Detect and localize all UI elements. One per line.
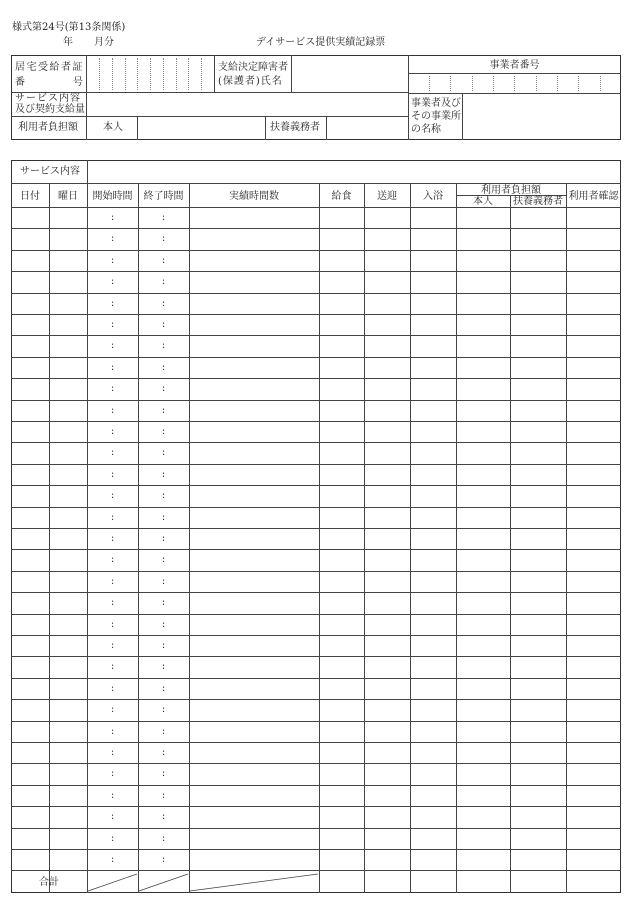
end-time-separator[interactable]: : bbox=[161, 704, 166, 716]
year-label: 年 bbox=[63, 37, 73, 48]
col-burden-guardian: 扶養義務者 bbox=[513, 196, 563, 207]
end-time-separator[interactable]: : bbox=[161, 468, 166, 480]
start-time-separator[interactable]: : bbox=[110, 704, 115, 716]
start-time-separator[interactable]: : bbox=[110, 575, 115, 587]
end-time-separator[interactable]: : bbox=[161, 811, 166, 823]
provider-name-label-3: の名称 bbox=[411, 124, 441, 135]
col-start: 開始時間 bbox=[92, 191, 133, 202]
end-time-separator[interactable]: : bbox=[161, 233, 166, 245]
end-time-separator[interactable]: : bbox=[161, 725, 166, 737]
cert-number-label-go: 号 bbox=[73, 77, 83, 88]
start-time-separator[interactable]: : bbox=[110, 832, 115, 844]
start-time-separator[interactable]: : bbox=[110, 276, 115, 288]
end-time-separator[interactable]: : bbox=[161, 554, 166, 566]
end-time-separator[interactable]: : bbox=[161, 340, 166, 352]
end-time-separator[interactable]: : bbox=[161, 854, 166, 865]
provider-name-label-2: その事業所 bbox=[411, 111, 461, 122]
col-weekday: 曜日 bbox=[58, 191, 78, 202]
end-time-separator[interactable]: : bbox=[161, 276, 166, 288]
col-date: 日付 bbox=[20, 191, 40, 202]
start-time-separator[interactable]: : bbox=[110, 404, 115, 416]
start-time-separator[interactable]: : bbox=[110, 361, 115, 373]
provider-name-label-1: 事業者及び bbox=[411, 98, 461, 109]
start-time-separator[interactable]: : bbox=[110, 468, 115, 480]
end-time-separator[interactable]: : bbox=[161, 426, 166, 437]
start-time-separator[interactable]: : bbox=[110, 789, 115, 801]
form-title: デイサービス提供実績記録票 bbox=[256, 37, 386, 48]
burden-label: 利用者負担額 bbox=[18, 122, 78, 133]
recipient-label-2: (保護者)氏名 bbox=[218, 76, 283, 87]
col-burden-self: 本人 bbox=[473, 196, 493, 207]
end-time-separator[interactable]: : bbox=[161, 447, 166, 459]
start-time-separator[interactable]: : bbox=[110, 233, 115, 245]
start-time-separator[interactable]: : bbox=[110, 297, 115, 309]
end-time-separator[interactable]: : bbox=[161, 768, 166, 780]
start-time-separator[interactable]: : bbox=[110, 447, 115, 459]
start-time-separator[interactable]: : bbox=[110, 661, 115, 673]
month-label: 月分 bbox=[94, 37, 114, 48]
end-time-separator[interactable]: : bbox=[161, 319, 166, 330]
col-burden: 利用者負担額 bbox=[481, 185, 541, 196]
start-time-separator[interactable]: : bbox=[110, 533, 115, 544]
start-time-separator[interactable]: : bbox=[110, 383, 115, 395]
service-content-row-label: サービス内容 bbox=[20, 166, 80, 177]
end-time-separator[interactable]: : bbox=[161, 212, 166, 223]
start-time-separator[interactable]: : bbox=[110, 597, 115, 609]
start-time-separator[interactable]: : bbox=[110, 340, 115, 352]
end-time-separator[interactable]: : bbox=[161, 640, 166, 651]
cert-number-label-ban: 番 bbox=[15, 77, 25, 88]
col-meal: 給食 bbox=[331, 191, 352, 202]
service-content-label: サービス内容 bbox=[15, 93, 81, 104]
cert-number-label: 居宅受給者証 bbox=[15, 62, 84, 73]
start-time-separator[interactable]: : bbox=[110, 490, 115, 502]
end-time-separator[interactable]: : bbox=[161, 747, 166, 758]
end-time-separator[interactable]: : bbox=[161, 533, 166, 544]
start-time-separator[interactable]: : bbox=[110, 811, 115, 823]
start-time-separator[interactable]: : bbox=[110, 212, 115, 223]
start-time-separator[interactable]: : bbox=[110, 254, 115, 266]
end-time-separator[interactable]: : bbox=[161, 661, 166, 673]
end-time-separator[interactable]: : bbox=[161, 575, 166, 587]
start-time-separator[interactable]: : bbox=[110, 554, 115, 566]
recipient-label: 支給決定障害者 bbox=[218, 62, 288, 73]
start-time-separator[interactable]: : bbox=[110, 319, 115, 330]
end-time-separator[interactable]: : bbox=[161, 511, 166, 523]
start-time-separator[interactable]: : bbox=[110, 768, 115, 780]
provider-number-label: 事業者番号 bbox=[489, 60, 540, 71]
end-time-separator[interactable]: : bbox=[161, 618, 166, 630]
col-bath: 入浴 bbox=[423, 191, 443, 202]
start-time-separator[interactable]: : bbox=[110, 854, 115, 865]
end-time-separator[interactable]: : bbox=[161, 297, 166, 309]
service-amount-label: 及び契約支給量 bbox=[15, 104, 85, 115]
start-time-separator[interactable]: : bbox=[110, 747, 115, 758]
end-time-separator[interactable]: : bbox=[161, 490, 166, 502]
col-transport: 送迎 bbox=[377, 191, 397, 202]
end-time-separator[interactable]: : bbox=[161, 597, 166, 609]
start-time-separator[interactable]: : bbox=[110, 511, 115, 523]
form-number: 様式第24号(第13条関係) bbox=[12, 22, 126, 33]
start-time-separator[interactable]: : bbox=[110, 618, 115, 630]
total-label: 合計 bbox=[39, 877, 59, 888]
start-time-separator[interactable]: : bbox=[110, 640, 115, 651]
start-time-separator[interactable]: : bbox=[110, 682, 115, 694]
end-time-separator[interactable]: : bbox=[161, 789, 166, 801]
end-time-separator[interactable]: : bbox=[161, 832, 166, 844]
end-time-separator[interactable]: : bbox=[161, 361, 166, 373]
end-time-separator[interactable]: : bbox=[161, 682, 166, 694]
col-confirm: 利用者確認 bbox=[568, 191, 619, 202]
burden-self-label: 本人 bbox=[103, 122, 123, 133]
col-hours: 実績時間数 bbox=[229, 191, 279, 202]
start-time-separator[interactable]: : bbox=[110, 725, 115, 737]
start-time-separator[interactable]: : bbox=[110, 426, 115, 437]
end-time-separator[interactable]: : bbox=[161, 404, 166, 416]
burden-guardian-label: 扶養義務者 bbox=[270, 122, 320, 133]
end-time-separator[interactable]: : bbox=[161, 383, 166, 395]
col-end: 終了時間 bbox=[143, 191, 184, 202]
end-time-separator[interactable]: : bbox=[161, 254, 166, 266]
